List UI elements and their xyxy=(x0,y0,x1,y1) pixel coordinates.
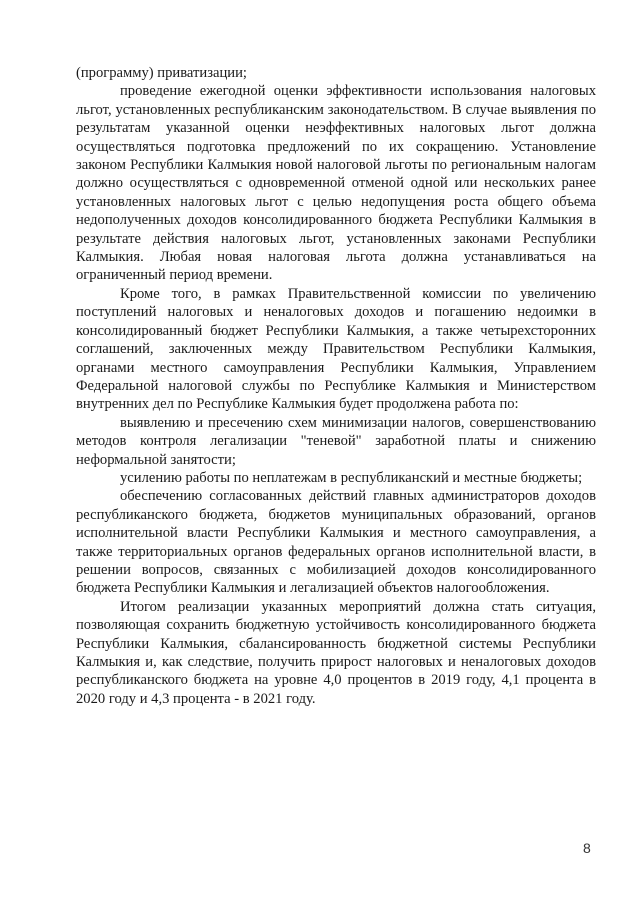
paragraph-continuation: (программу) приватизации; xyxy=(76,65,247,81)
list-item-non-payments: усилению работы по неплатежам в республиканский и местные бюджеты; xyxy=(120,469,583,486)
list-item-tax-minimization: выявлению и пресечению схем минимизации налогов, совершенствованию методов контроля легализации "теневой" заработной платы и снижению неформальной занятости; xyxy=(76,414,596,468)
document-body xyxy=(76,64,596,708)
page-number: 8 xyxy=(583,840,591,856)
paragraph-tax-benefits-evaluation: проведение ежегодной оценки эффективности использования налоговых льгот, установленных республиканским законодательством. В случае выявления по результатам указанной оценки неэффективных налоговых льгот должна осуществляться подготовка предложений по их сокращению. Установление законом Республики Калмыкия новой налоговой льготы по региональным налогам должно осуществляться с одновременной отменой одной или нескольких ранее установленных налоговых льгот с целью недопущения роста общего объема недополученных доходов консолидированного бюджета Республики Калмыкия в результате действия налоговых льгот, установленных законами Республики Калмыкия. Любая новая налоговая льгота должна устанавливаться на ограниченный период времени. xyxy=(76,83,596,284)
list-item-coordinated-actions: обеспечению согласованных действий главных администраторов доходов республиканского бюджета, бюджетов муниципальных образований, органов исполнительной власти Республики Калмыкия и местного самоуправления, а также территориальных органов федеральных органов исполнительной власти, в решении вопросов, связанных с мобилизацией доходов консолидированного бюджета Республики Калмыкия и легализацией объектов налогообложения. xyxy=(76,488,596,597)
paragraph-government-commission: Кроме того, в рамках Правительственной комиссии по увеличению поступлений налоговых и неналоговых доходов и погашению недоимки в консолидированный бюджет Республики Калмыкия, а также четырехсторонних соглашений, заключенных между Правительством Республики Калмыкия, органами местного самоуправления Республики Калмыкия, Управлением Федеральной налоговой службы по Республике Калмыкия и Министерством внутренних дел по Республике Калмыкия будет продолжена работа по: xyxy=(76,285,596,413)
paragraph-outcome: Итогом реализации указанных мероприятий должна стать ситуация, позволяющая сохранить бюджетную устойчивость консолидированного бюджета Республики Калмыкия, сбалансированность бюджетной системы Республики Калмыкия и, как следствие, получить прирост налоговых и неналоговых доходов республиканского бюджета на уровне 4,0 процентов в 2019 году, 4,1 процента в 2020 году и 4,3 процента - в 2021 году. xyxy=(76,598,596,707)
